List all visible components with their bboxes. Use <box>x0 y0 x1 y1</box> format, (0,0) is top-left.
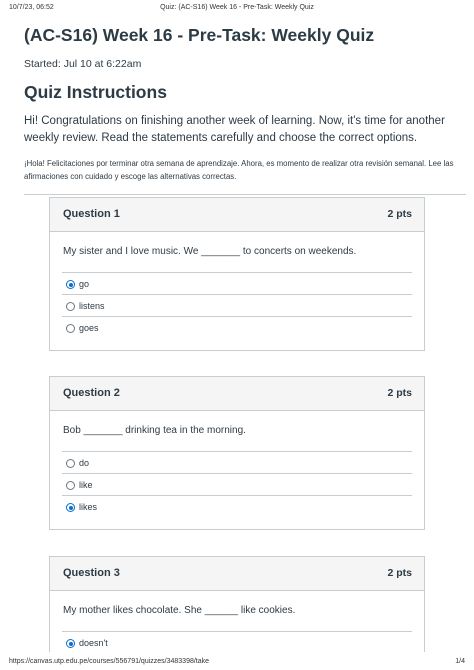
question-name: Question 1 <box>63 208 120 220</box>
answer-label: do <box>79 458 90 468</box>
answer-label: like <box>79 480 93 490</box>
radio-icon[interactable] <box>66 481 75 490</box>
question-header <box>50 377 424 411</box>
answer-label: likes <box>79 502 98 512</box>
question-text: Bob _______ drinking tea in the morning. <box>63 425 246 436</box>
question-text: My mother likes chocolate. She ______ like cookies. <box>63 605 296 616</box>
radio-icon[interactable] <box>66 459 75 468</box>
answer-label: go <box>79 279 90 289</box>
answer-option[interactable] <box>62 495 412 517</box>
page-title: (AC-S16) Week 16 - Pre-Task: Weekly Quiz <box>24 25 375 45</box>
question-header <box>50 557 424 591</box>
radio-selected-icon[interactable] <box>66 639 75 648</box>
answer-list <box>62 451 412 517</box>
radio-selected-icon[interactable] <box>66 503 75 512</box>
answer-label: doesn't <box>79 638 108 648</box>
page-number: 1/4 <box>455 658 465 665</box>
divider <box>24 194 466 195</box>
answer-list <box>62 272 412 338</box>
answer-list <box>62 631 412 653</box>
answer-option[interactable] <box>62 316 412 338</box>
answer-option[interactable] <box>62 473 412 495</box>
question-card <box>49 556 425 652</box>
question-header <box>50 198 424 232</box>
answer-option[interactable] <box>62 451 412 473</box>
print-url: https://canvas.utp.edu.pe/courses/556791/quizzes/3483398/take <box>9 658 210 665</box>
question-name: Question 2 <box>63 387 120 399</box>
question-points: 2 pts <box>387 387 412 399</box>
question-points: 2 pts <box>387 208 412 220</box>
print-doc-title: Quiz: (AC-S16) Week 16 - Pre-Task: Weekly Quiz <box>160 4 314 11</box>
print-datetime: 10/7/23, 06:52 <box>9 4 54 11</box>
instructions-heading: Quiz Instructions <box>24 82 167 102</box>
intro-english: Hi! Congratulations on finishing another week of learning. Now, it's time for another weekly review. Read the statements carefully and choose the correct options. <box>24 115 445 144</box>
question-name: Question 3 <box>63 567 120 579</box>
answer-option[interactable] <box>62 294 412 316</box>
print-header <box>0 0 474 18</box>
started-time: Started: Jul 10 at 6:22am <box>24 58 142 70</box>
radio-icon[interactable] <box>66 302 75 311</box>
question-points: 2 pts <box>387 567 412 579</box>
intro-spanish: ¡Hola! Felicitaciones por terminar otra semana de aprendizaje. Ahora, es momento de realizar otra revisión semanal. Lee las afirmaciones con cuidado y escoge las alternativas correctas. <box>24 159 454 181</box>
question-text: My sister and I love music. We _______ to concerts on weekends. <box>63 246 357 257</box>
print-footer <box>0 654 474 670</box>
radio-icon[interactable] <box>66 324 75 333</box>
quiz-content <box>24 24 464 195</box>
question-card <box>49 376 425 530</box>
answer-option[interactable] <box>62 631 412 653</box>
answer-label: goes <box>79 323 99 333</box>
answer-label: listens <box>79 301 105 311</box>
answer-option[interactable] <box>62 272 412 294</box>
question-card <box>49 197 425 351</box>
radio-selected-icon[interactable] <box>66 280 75 289</box>
